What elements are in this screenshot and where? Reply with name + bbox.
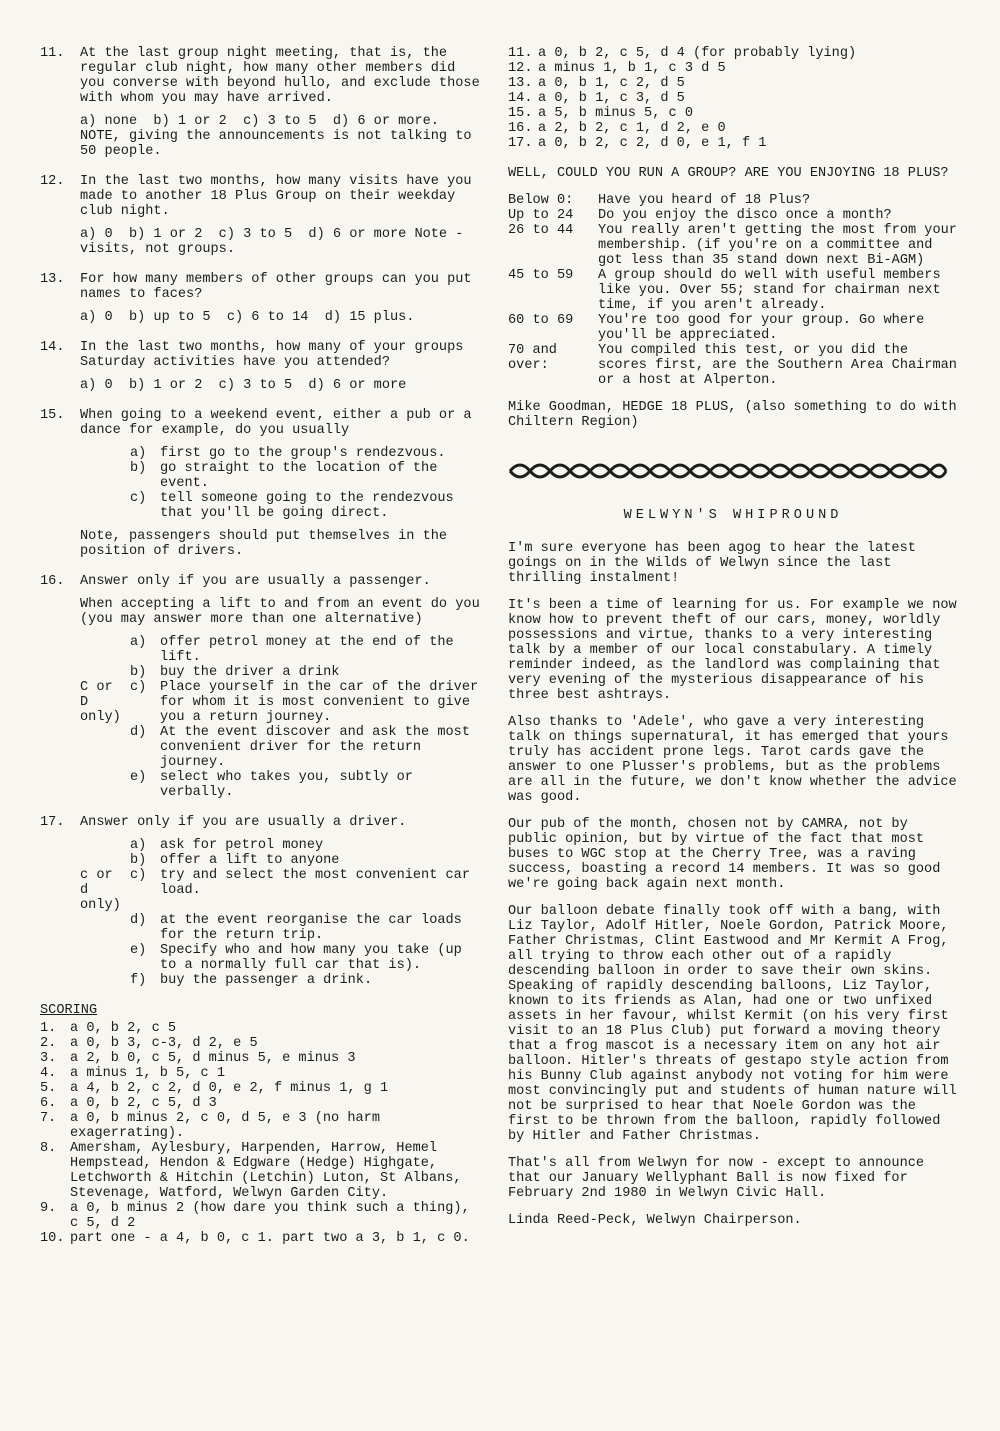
band-text: You're too good for your group. Go where you'll be appreciated.: [598, 313, 925, 343]
scoring-line: [508, 136, 958, 151]
option-tag: [80, 943, 130, 973]
scoring-text: a 0, b 2, c 2, d 0, e 1, f 1: [538, 136, 767, 151]
scoring-text: a minus 1, b 1, c 3 d 5: [538, 61, 726, 76]
score-band: [508, 208, 958, 223]
question-12: [40, 174, 480, 257]
score-band: [508, 193, 958, 208]
option-item: [80, 868, 480, 913]
band-text: A group should do well with useful members like you. Over 55; stand for chairman next time, if you aren't already.: [598, 268, 941, 313]
option-letter: b): [130, 853, 147, 868]
option-letter: d): [130, 913, 147, 928]
option-text: try and select the most convenient car load.: [160, 868, 470, 898]
scoring-list: [40, 1021, 480, 1246]
option-text: At the event discover and ask the most convenient driver for the return journey.: [160, 725, 470, 770]
question-text: In the last two months, how many visits have you made to another 18 Plus Group on their weekday club night.: [80, 174, 480, 219]
scoring-line: [508, 121, 958, 136]
score-band: [508, 268, 958, 313]
article-body: [508, 541, 958, 1228]
option-tag: [80, 725, 130, 770]
question-options: a) none b) 1 or 2 c) 3 to 5 d) 6 or more. NOTE, giving the announcements is not talking to 50 people.: [80, 114, 480, 159]
scoring-number: 17.: [508, 136, 533, 151]
scoring-number: 15.: [508, 106, 533, 121]
question-text: Answer only if you are usually a passenger.: [80, 574, 431, 589]
question-options: a) 0 b) 1 or 2 c) 3 to 5 d) 6 or more Note - visits, not groups.: [80, 227, 472, 257]
scoring-line: [40, 1021, 480, 1036]
right-column: [508, 46, 958, 1240]
scoring-number: 10.: [40, 1231, 65, 1246]
band-label: Below 0:: [508, 193, 574, 208]
scoring-line: [40, 1036, 480, 1051]
scoring-text: a 4, b 2, c 2, d 0, e 2, f minus 1, g 1: [70, 1081, 389, 1096]
scoring-line: [508, 46, 958, 61]
scoring-number: 13.: [508, 76, 533, 91]
question-note: Note, passengers should put themselves in the position of drivers.: [80, 529, 456, 559]
score-band: [508, 313, 958, 343]
option-item: [80, 943, 480, 973]
option-letter: e): [130, 943, 147, 958]
option-letter: d): [130, 725, 147, 740]
scoring-number: 6.: [40, 1096, 57, 1111]
scoring-number: 1.: [40, 1021, 57, 1036]
option-text: go straight to the location of the event.: [160, 461, 438, 491]
question-11: [40, 46, 488, 159]
scoring-heading: SCORING: [40, 1003, 98, 1018]
band-label: 45 to 59: [508, 268, 574, 283]
option-item: [80, 725, 480, 770]
band-label: 60 to 69: [508, 313, 574, 328]
scoring-number: 4.: [40, 1066, 57, 1081]
scoring-number: 8.: [40, 1141, 57, 1156]
scoring-text: part one - a 4, b 0, c 1. part two a 3, b 1, c 0.: [70, 1231, 470, 1246]
option-letter: c): [130, 680, 147, 695]
scoring-line: [508, 91, 958, 106]
option-tag: C or D only): [80, 680, 121, 725]
option-item: [80, 913, 480, 943]
article-signoff: Linda Reed-Peck, Welwyn Chairperson.: [508, 1213, 802, 1228]
scoring-line: [40, 1231, 480, 1246]
option-item: [80, 461, 480, 491]
band-text: Have you heard of 18 Plus?: [598, 193, 811, 208]
scoring-line: [508, 76, 958, 91]
question-number: 12.: [40, 174, 65, 189]
scoring-number: 5.: [40, 1081, 57, 1096]
option-letter: e): [130, 770, 147, 785]
option-tag: [80, 838, 130, 853]
question-text: When going to a weekend event, either a pub or a dance for example, do you usually: [80, 408, 480, 438]
option-letter: b): [130, 665, 147, 680]
scoring-line: [40, 1111, 480, 1141]
option-item: [80, 853, 480, 868]
question-text: At the last group night meeting, that is, the regular club night, how many other members did you converse with beyond hullo, and exclude those with whom you may have arrived.: [80, 46, 488, 106]
option-tag: [80, 853, 130, 868]
scoring-text: a 0, b 3, c-3, d 2, e 5: [70, 1036, 258, 1051]
score-bands: [508, 193, 958, 388]
scoring-text: a 0, b 2, c 5: [70, 1021, 177, 1036]
scoring-number: 2.: [40, 1036, 57, 1051]
scoring-number: 11.: [508, 46, 533, 61]
scoring-line: [40, 1066, 480, 1081]
scoring-number: 16.: [508, 121, 533, 136]
scoring-text: Amersham, Aylesbury, Harpenden, Harrow, Hemel Hempstead, Hendon & Edgware (Hedge) Highgate, Letchworth & Hitchin (Letchin) Luton, St Albans, Stevenage, Watford, Welwyn Garden City.: [70, 1141, 462, 1201]
scoring-text: a 2, b 0, c 5, d minus 5, e minus 3: [70, 1051, 356, 1066]
score-band: [508, 343, 958, 388]
question-number: 14.: [40, 340, 65, 355]
left-column: [40, 46, 488, 1246]
wavy-divider: [508, 460, 958, 482]
option-tag: [80, 973, 130, 988]
question-text: In the last two months, how many of your groups Saturday activities have you attended?: [80, 340, 472, 370]
question-text: Answer only if you are usually a driver.: [80, 815, 407, 830]
band-text: You really aren't getting the most from your membership. (if you're on a committee and got less than 35 stand down next Bi-AGM): [598, 223, 957, 268]
scoring-number: 9.: [40, 1201, 57, 1216]
article-paragraph: Our balloon debate finally took off with a bang, with Liz Taylor, Adolf Hitler, Noele Gordon, Patrick Moore, Father Christmas, Clint Eastwood and Mr Kermit A Frog, all trying to throw each other out of a rapidly descending balloon in order to save their own skins. Speaking of rapidly descending balloons, Liz Taylor, known to its friends as Alan, had one or two unfixed assets in her favour, whilst Kermit (on his very first visit to an 18 Plus Club) put forward a moving theory that a frog mascot is a necessary item on any hot air balloon. Hitler's threats of gestapo style action from his Bunny Club against anybody not voting for him were most convincingly put and students of human nature will not be surprised to hear that Noele Gordon was the first to be thrown from the balloon, rapidly followed by Hitler and Father Christmas.: [508, 904, 957, 1144]
scoring-text: a 0, b minus 2, c 0, d 5, e 3 (no harm exagerrating).: [70, 1111, 380, 1141]
scoring-number: 7.: [40, 1111, 57, 1126]
scoring-line: [40, 1096, 480, 1111]
option-text: select who takes you, subtly or verbally.: [160, 770, 413, 800]
band-label: 26 to 44: [508, 223, 574, 238]
option-item: [80, 491, 480, 521]
question-16: [40, 574, 488, 800]
option-item: [80, 635, 480, 665]
option-letter: a): [130, 635, 147, 650]
scoring-text: a 0, b 1, c 2, d 5: [538, 76, 685, 91]
option-item: [80, 680, 480, 725]
article-title: WELWYN'S WHIPROUND: [623, 508, 843, 523]
scoring-text: a 0, b 2, c 5, d 3: [70, 1096, 217, 1111]
option-text: tell someone going to the rendezvous that you'll be going direct.: [160, 491, 454, 521]
option-item: [80, 838, 480, 853]
option-item: [80, 665, 480, 680]
results-heading: WELL, COULD YOU RUN A GROUP? ARE YOU ENJOYING 18 PLUS?: [508, 166, 949, 181]
option-letter: a): [130, 838, 147, 853]
question-number: 13.: [40, 272, 65, 287]
wavy-divider-graphic: [508, 460, 948, 482]
band-text: Do you enjoy the disco once a month?: [598, 208, 892, 223]
option-letter: a): [130, 446, 147, 461]
scoring-text: a 2, b 2, c 1, d 2, e 0: [538, 121, 726, 136]
option-text: buy the driver a drink: [160, 665, 340, 680]
option-tag: [80, 635, 130, 665]
scoring-line: [40, 1201, 480, 1231]
band-label: 70 and over:: [508, 343, 557, 373]
scoring-text: a 0, b 2, c 5, d 4 (for probably lying): [538, 46, 857, 61]
scoring-line: [40, 1141, 480, 1201]
article-paragraph: Our pub of the month, chosen not by CAMRA, not by public opinion, but by virtue of the fact that most buses to WGC stop at the Cherry Tree, was a raving success, boasting a record 14 members. It was so good we're going back again next month.: [508, 817, 941, 892]
option-text: offer petrol money at the end of the lift.: [160, 635, 454, 665]
author-signature: Mike Goodman, HEDGE 18 PLUS, (also something to do with Chiltern Region): [508, 400, 957, 430]
scoring-line: [508, 106, 958, 121]
scoring-text: a minus 1, b 5, c 1: [70, 1066, 225, 1081]
article-paragraph: Also thanks to 'Adele', who gave a very interesting talk on things supernatural, it has emerged that yours truly has accident prone legs. Tarot cards gave the answer to one Plusser's problems, but as the problems are all in the future, we don't know whether the advice was good.: [508, 715, 957, 805]
option-letter: f): [130, 973, 147, 988]
question-17: [40, 815, 480, 988]
scoring-continued: [508, 46, 958, 151]
option-text: at the event reorganise the car loads for the return trip.: [160, 913, 462, 943]
option-tag: [80, 665, 130, 680]
option-letter: c): [130, 491, 147, 506]
option-letter: b): [130, 461, 147, 476]
scoring-number: 14.: [508, 91, 533, 106]
option-item: [80, 446, 480, 461]
option-text: Place yourself in the car of the driver for whom it is most convenient to give you a return journey.: [160, 680, 479, 725]
article-paragraph: I'm sure everyone has been agog to hear the latest goings on in the Wilds of Welwyn since the last thrilling instalment!: [508, 541, 916, 586]
band-label: Up to 24: [508, 208, 574, 223]
question-number: 16.: [40, 574, 65, 589]
option-text: ask for petrol money: [160, 838, 324, 853]
question-13: [40, 272, 488, 325]
option-letter: c): [130, 868, 147, 883]
option-text: buy the passenger a drink.: [160, 973, 373, 988]
question-number: 15.: [40, 408, 65, 423]
question-14: [40, 340, 480, 393]
question-options: a) 0 b) up to 5 c) 6 to 14 d) 15 plus.: [80, 310, 415, 325]
question-text: For how many members of other groups can you put names to faces?: [80, 272, 488, 302]
option-text: first go to the group's rendezvous.: [160, 446, 446, 461]
article-paragraph: That's all from Welwyn for now - except to announce that our January Wellyphant Ball is now fixed for February 2nd 1980 in Welwyn Civic Hall.: [508, 1156, 925, 1201]
option-text: offer a lift to anyone: [160, 853, 340, 868]
option-text: Specify who and how many you take (up to a normally full car that is).: [160, 943, 462, 973]
article-paragraph: It's been a time of learning for us. For example we now know how to prevent theft of our cars, money, worldly possessions and virtue, thanks to a very interesting talk by a member of our local constabulary. A timely reminder indeed, as the landlord was complaining that very evening of the mysterious disappearance of his three best ashtrays.: [508, 598, 957, 703]
option-tag: c or d only): [80, 868, 121, 913]
question-number: 17.: [40, 815, 65, 830]
scoring-text: a 5, b minus 5, c 0: [538, 106, 693, 121]
question-options: a) 0 b) 1 or 2 c) 3 to 5 d) 6 or more: [80, 378, 407, 393]
band-text: You compiled this test, or you did the scores first, are the Southern Area Chairman or a host at Alperton.: [598, 343, 957, 388]
question-number: 11.: [40, 46, 65, 61]
scoring-line: [40, 1051, 480, 1066]
option-item: [80, 973, 480, 988]
option-tag: [80, 770, 130, 800]
option-tag: [80, 913, 130, 943]
scoring-number: 3.: [40, 1051, 57, 1066]
question-text-2: When accepting a lift to and from an event do you (you may answer more than one alternative): [80, 597, 488, 627]
scoring-text: a 0, b minus 2 (how dare you think such a thing), c 5, d 2: [70, 1201, 470, 1231]
scoring-text: a 0, b 1, c 3, d 5: [538, 91, 685, 106]
scoring-line: [40, 1081, 480, 1096]
score-band: [508, 223, 958, 268]
scoring-number: 12.: [508, 61, 533, 76]
option-item: [80, 770, 480, 800]
scoring-line: [508, 61, 958, 76]
question-15: [40, 408, 480, 559]
